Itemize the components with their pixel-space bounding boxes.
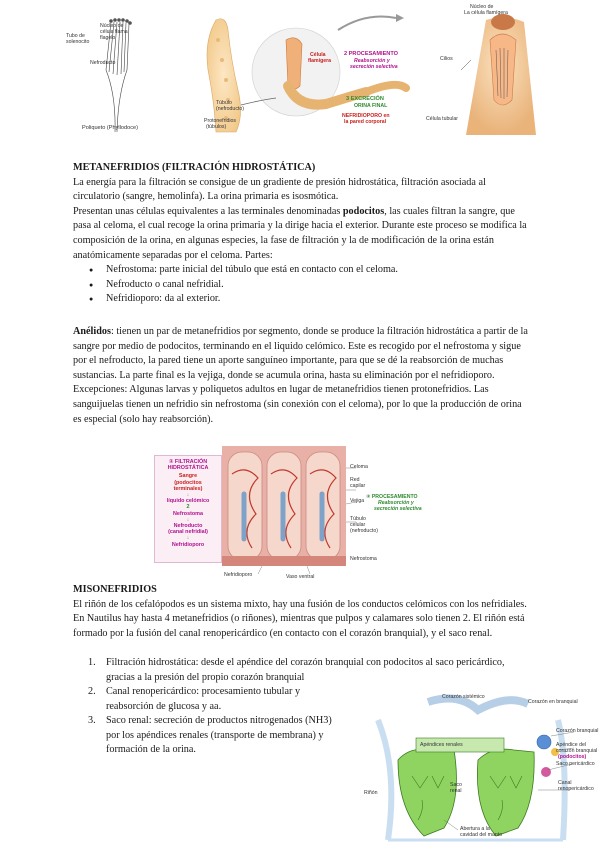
flow-nefridioporo: Nefridioporo bbox=[171, 541, 205, 548]
flow-terminales: terminales) bbox=[173, 485, 203, 492]
figure-cephalopod-kidney bbox=[358, 690, 600, 848]
cephalopod-kidney-illustration bbox=[358, 690, 600, 848]
label-saco: Saco bbox=[450, 782, 462, 788]
label-apendice-2: corazón branquial bbox=[556, 748, 598, 754]
text-podocitos-pre: Presentan unas células equivalentes a las terminales denominadas bbox=[73, 205, 343, 217]
step-3-number: 3 bbox=[346, 96, 350, 102]
paragraph-excepciones: Excepciones: Algunas larvas y poliquetos adultos en lugar de metanefridios tienen protonefridios. Las sanguijuelas tienen un nefridio sin nefrostoma (sin conexión con el celoma), por lo que la producción de orina es especial (solo hay reabsorción). bbox=[73, 384, 522, 425]
label-corazon-branquial: Corazón branquial bbox=[556, 728, 599, 734]
list-item: ● Nefroducto o canal nefridial. bbox=[88, 278, 528, 293]
label-tubo: Tubo de bbox=[66, 33, 85, 39]
label-protonefridios: Protonefridios bbox=[204, 118, 237, 124]
step-3-title: EXCRECIÓN bbox=[350, 96, 384, 102]
list-item bbox=[88, 656, 528, 685]
protonephridia-illustration bbox=[66, 0, 536, 135]
label-renal: renal bbox=[450, 788, 462, 794]
label-nefrostoma-fig2: Nefrostoma bbox=[350, 556, 377, 562]
label-saco-pericardico: Saco pericárdico bbox=[556, 761, 595, 767]
text-podocitos-post: , las cuales filtran la sangre, que pasa al celoma, el cual recoge la orina primaria y la dirige hacia el exterior. Durante este proceso se modifica la composición de la orina, en algunas especies, la fase de filtración y la de modificación de la orina están anatómicamente separadas por el celoma. Partes: bbox=[73, 205, 527, 261]
label-nucleo: Núcleo de bbox=[100, 23, 124, 29]
label-renopericardico: renopericárdico bbox=[558, 786, 594, 792]
item-number: 1. bbox=[88, 657, 96, 668]
section-misonefridios bbox=[73, 583, 528, 641]
step-2-title: PROCESAMIENTO bbox=[348, 51, 399, 57]
label-abertura-1: Abertura a la bbox=[460, 826, 490, 832]
label-apendices-renales: Apéndices renales bbox=[420, 742, 463, 748]
item-text: Filtración hidrostática: desde el apéndice del corazón branquial con podocitos al saco pericárdico, gracias a la presión del propio corazón branquial bbox=[106, 657, 505, 683]
label-celula-tubular: Célula tubular bbox=[426, 116, 459, 122]
item-number: 3. bbox=[88, 715, 96, 727]
step-2-number: 2 bbox=[344, 51, 348, 57]
label-corazon-branquial-top: Corazón en branquial bbox=[528, 699, 578, 705]
paragraph-cefalopodos: El riñón de los cefalópodos es un sistema mixto, hay una fusión de los conductos celómicos con los nefridiales. En Nautilus hay hasta 4 metanefridios (o riñones), mientras que pulpos y calamares solo tienen 2. El riñón está formado por la fusión del canal renopericárdico (en contacto con el corazón branquial), y el saco renal. bbox=[73, 598, 527, 639]
label-nefridioporo-fig2: Nefridioporo bbox=[224, 572, 253, 578]
list-misonefridios bbox=[88, 656, 528, 685]
ordered-list bbox=[88, 685, 344, 758]
label-reabsorcion-fig2: Reabsorción y bbox=[378, 500, 414, 506]
label-celular: celular bbox=[350, 522, 366, 528]
label-capilar: capilar bbox=[350, 483, 366, 489]
label-cilios: Cilios bbox=[440, 56, 453, 62]
label-vaso-ventral: Vaso ventral bbox=[286, 574, 315, 580]
label-corazon-sistemico: Corazón sistémico bbox=[442, 694, 485, 700]
label-solenocito: solenocito bbox=[66, 39, 90, 45]
label-vejiga: Vejiga bbox=[350, 498, 365, 504]
label-reabsorcion: Reabsorción y bbox=[354, 58, 390, 64]
paragraph-energia: La energía para la filtración se consigue de un gradiente de presión hidrostática, filtración asociada al circulatorio (sangre, hemolinfa). La orina primaria es isosmótica. bbox=[73, 176, 486, 203]
caption-poliqueto: Poliqueto (Phyllodoce) bbox=[82, 125, 138, 131]
item-number: 2. bbox=[88, 686, 96, 697]
label-secrecion-fig2: secreción selectiva bbox=[374, 506, 422, 512]
label-celoma: Celoma bbox=[350, 464, 368, 470]
list-misonefridios-2 bbox=[88, 685, 344, 758]
label-nucleo-right: Núcleo de bbox=[470, 4, 494, 10]
flow-canal: (canal nefridial) bbox=[168, 529, 208, 536]
flow-title-2: HIDROSTÁTICA bbox=[167, 465, 209, 472]
list-item bbox=[88, 685, 344, 714]
heading-misonefridios: MISONEFRIDIOS bbox=[73, 584, 157, 595]
label-pared: la pared corporal bbox=[344, 119, 387, 125]
flow-nefrostoma: Nefrostoma bbox=[173, 510, 203, 517]
ordered-list bbox=[88, 656, 528, 685]
list-item bbox=[88, 714, 344, 758]
item-text: Canal renopericárdico: procesamiento tubular y reabsorción de glucosa y aa. bbox=[106, 686, 301, 712]
label-apendice-1: Apéndice del bbox=[556, 742, 586, 748]
label-procesamiento-fig2: ② PROCESAMIENTO bbox=[366, 494, 418, 500]
label-celula-flama: célula flama bbox=[100, 29, 128, 35]
label-nefroducto-left: Nefroducto bbox=[90, 60, 116, 66]
label-tubulo-celular: Túbulo bbox=[350, 516, 366, 522]
label-abertura-2: cavidad del manto bbox=[460, 832, 503, 838]
label-nefridioporo: NEFRIDIOPORO en bbox=[342, 113, 390, 119]
flow-arrow-2: ↓ bbox=[186, 516, 190, 523]
figure-annelid-metanephridia bbox=[222, 444, 442, 584]
flow-podocitos: (podocitos bbox=[174, 479, 202, 486]
list-partes bbox=[88, 263, 528, 307]
section-metanefridios bbox=[73, 161, 528, 307]
item-text: Saco renal: secreción de productos nitrogenados (NH3) por los apéndices renales (transporte de membrana) y formación de la orina. bbox=[106, 715, 332, 756]
heading-metanefridios: METANEFRIDIOS (FILTRACIÓN HIDROSTÁTICA) bbox=[73, 162, 316, 173]
label-podocitos-fig3: (podocitos) bbox=[558, 754, 587, 760]
term-podocitos: podocitos bbox=[342, 205, 385, 217]
flow-nefroducto: Nefroducto bbox=[173, 523, 203, 530]
label-rinon: Riñón bbox=[364, 790, 378, 796]
label-nefroducto-fig2: (nefroducto) bbox=[350, 528, 378, 534]
label-flagelo: flagelo bbox=[100, 35, 116, 41]
paragraph-anelidos bbox=[73, 325, 528, 383]
figure-protonephridia bbox=[66, 0, 536, 135]
flow-step-2: 2 bbox=[186, 504, 190, 511]
annelid-segments-illustration bbox=[222, 444, 442, 584]
label-red: Red bbox=[350, 477, 360, 483]
flow-title-1: ① FILTRACIÓN bbox=[168, 459, 208, 465]
paragraph-podocitos bbox=[73, 205, 528, 263]
label-celula-flamigera-right: La célula flamígera bbox=[464, 10, 508, 16]
flow-liquido: líquido celómico bbox=[166, 498, 210, 505]
label-excrecion bbox=[346, 96, 384, 102]
list-item: ● Nefridioporo: da al exterior. bbox=[88, 292, 528, 307]
flow-box-filtracion bbox=[154, 455, 222, 563]
label-nefroducto-mid: (nefroducto) bbox=[216, 106, 244, 112]
label-secrecion: secreción selectiva bbox=[350, 64, 398, 70]
list-item: ● Nefrostoma: parte inicial del túbulo que está en contacto con el celoma. bbox=[88, 263, 528, 278]
label-tubulos: (túbulos) bbox=[206, 124, 227, 130]
label-celula: Célula bbox=[310, 52, 326, 58]
label-orina-final: ORINA FINAL bbox=[354, 103, 388, 109]
label-procesamiento bbox=[344, 51, 398, 57]
text-anelidos: : tienen un par de metanefridios por segmento, donde se produce la filtración hidrostática a partir de la sangre por medio de podocitos, terminando en el liquido celómico. Este es recogido por el nefrostoma y sigue por el nefroducto, la pared tiene un aporte sanguíneo importante, para que se dé la reabsorción de muchas sustancias. La parte final es la vejiga, donde se acumula orina, hasta su eliminación por el nefridioporo. bbox=[73, 326, 528, 381]
flow-sangre: Sangre bbox=[178, 473, 198, 480]
label-canal: Canal bbox=[558, 780, 572, 786]
flow-arrow-1: ↓ bbox=[186, 492, 190, 499]
label-flamigera: flamígera bbox=[308, 58, 332, 64]
flow-arrow-3: ↓ bbox=[186, 535, 190, 542]
term-anelidos: Anélidos bbox=[73, 326, 111, 337]
section-anelidos bbox=[73, 325, 528, 427]
label-tubulo: Túbulo bbox=[216, 100, 232, 106]
